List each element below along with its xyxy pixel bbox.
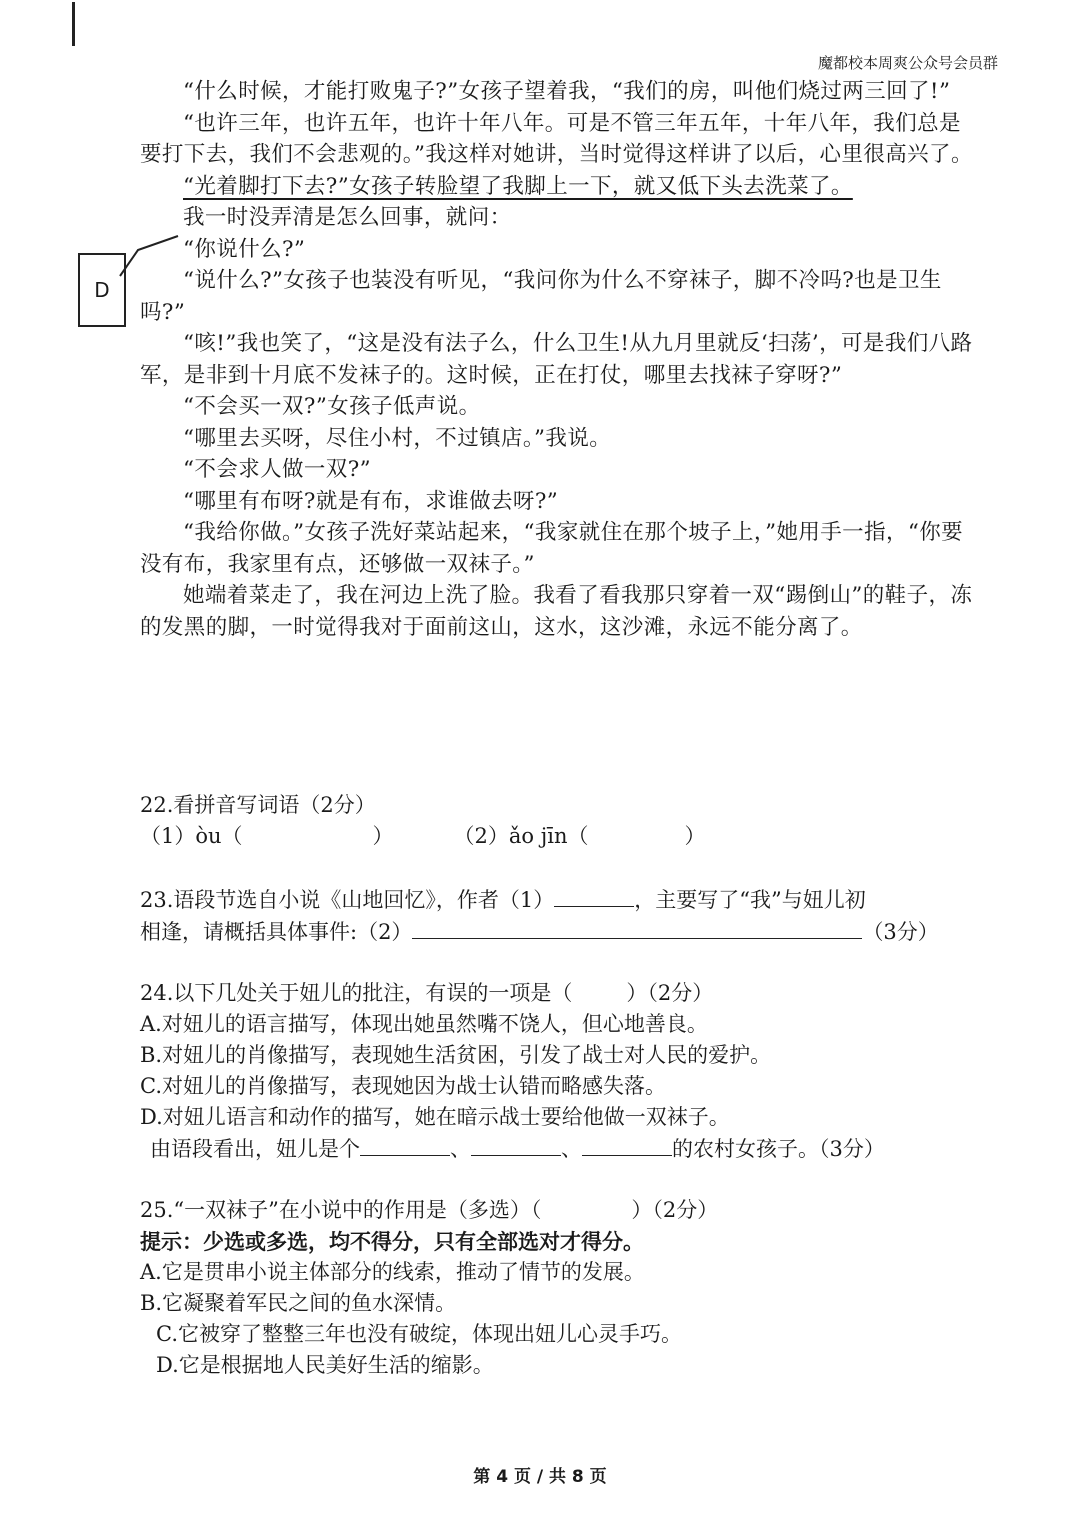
question-25-hint: 提示：少选或多选，均不得分，只有全部选对才得分。	[140, 1229, 644, 1254]
passage-paragraph: “也许三年，也许五年，也许十年八年。可是不管三年五年，十年八年，我们总是要打下去，我们不会悲观的。”我这样对她讲，当时觉得这样讲了以后，心里很高兴了。	[140, 110, 973, 167]
option-d: D.它是根据地人民美好生活的缩影。	[156, 1353, 494, 1377]
question-25: 25.“一双袜子”在小说中的作用是（多选）（ ）（2分） 提示：少选或多选，均不得分，只有全部选对才得分。 A.它是贯串小说主体部分的线索，推动了情节的发展。 B.它凝聚着军民之间的鱼水深情。 C.它被穿了整整三年也没有破绽，体现出妞儿心灵手巧。 D.它是根据地人民美好生活的缩影。	[140, 1195, 980, 1381]
option-c: C.它被穿了整整三年也没有破绽，体现出妞儿心灵手巧。	[156, 1322, 682, 1346]
passage-paragraph: “不会买一双?”女孩子低声说。	[183, 394, 481, 419]
option-b: B.对妞儿的肖像描写，表现她生活贫困，引发了战士对人民的爱护。	[140, 1043, 772, 1067]
answer-blank[interactable]	[412, 916, 862, 939]
answer-blank[interactable]	[471, 1133, 561, 1156]
passage-paragraph: 她端着菜走了，我在河边上洗了脸。我看了看我那只穿着一双“踢倒山”的鞋子，冻的发黑的脚，一时觉得我对于面前这山，这水，这沙滩，永远不能分离了。	[140, 583, 973, 640]
option-c: C.对妞儿的肖像描写，表现她因为战士认错而略感失落。	[140, 1074, 666, 1098]
annotation-label: D	[94, 278, 110, 302]
passage-paragraph: “说什么?”女孩子也装没有听见，“我问你为什么不穿袜子，脚不冷吗?也是卫生吗?”	[140, 268, 942, 325]
question-22-stem: 22.看拼音写词语（2分）	[140, 793, 376, 817]
answer-blank[interactable]	[554, 884, 634, 907]
question-22-items: （1）òu（ ） （2）ǎo jīn（ ）	[140, 824, 706, 848]
page-number: 第 4 页 / 共 8 页	[473, 1467, 607, 1487]
passage-paragraph: “你说什么?”	[183, 236, 306, 262]
question-23: 23.语段节选自小说《山地回忆》，作者（1） ，主要写了“我”与妞儿初 相逢，请概括具体事件:（2） （3分）	[140, 884, 980, 948]
passage-paragraph: “不会求人做一双?”	[183, 457, 372, 482]
reading-passage	[140, 76, 974, 643]
passage-paragraph: “哪里有布呀?就是有布，求谁做去呀?”	[183, 488, 559, 514]
option-a: A.对妞儿的语言描写，体现出她虽然嘴不饶人，但心地善良。	[140, 1012, 708, 1036]
passage-paragraph: “我给你做。”女孩子洗好菜站起来，“我家就住在那个坡子上，”她用手一指，“你要没有布，我家里有点，还够做一双袜子。”	[140, 520, 964, 577]
passage-paragraph: “什么时候，才能打败鬼子?”女孩子望着我，“我们的房，叫他们烧过两三回了!”	[183, 79, 951, 104]
answer-blank[interactable]	[582, 1133, 672, 1156]
watermark: 魔都校本周爽公众号会员群	[817, 54, 998, 72]
passage-paragraph: 我一时没弄清是怎么回事，就问：	[183, 205, 512, 230]
passage-paragraph: “哪里去买呀，尽住小村，不过镇店。”我说。	[183, 425, 612, 451]
answer-blank[interactable]	[360, 1133, 450, 1156]
question-24: 24.以下几处关于妞儿的批注，有误的一项是（ ）（2分） A.对妞儿的语言描写，体现出她虽然嘴不饶人，但心地善良。 B.对妞儿的肖像描写，表现她生活贫困，引发了战士对人民的爱护。 C.对妞儿的肖像描写，表现她因为战士认错而略感失落。 D.对妞儿语言和动作的描写，她在暗示战士要给他做一双袜子。 由语段看出，妞儿是个 、 、 的农村女孩子。（3分）	[140, 978, 980, 1165]
question-22	[140, 790, 980, 852]
option-a: A.它是贯串小说主体部分的线索，推动了情节的发展。	[140, 1260, 645, 1284]
passage-paragraph: “咳!”我也笑了，“这是没有法子么，什么卫生!从九月里就反‘扫荡’，可是我们八路军，是非到十月底不发袜子的。这时候，正在打仗，哪里去找袜子穿呀?”	[140, 331, 973, 388]
margin-mark	[72, 2, 75, 46]
option-b: B.它凝聚着军民之间的鱼水深情。	[140, 1291, 457, 1315]
option-d: D.对妞儿语言和动作的描写，她在暗示战士要给他做一双袜子。	[140, 1105, 730, 1129]
passage-paragraph-underlined: “光着脚打下去?”女孩子转脸望了我脚上一下，就又低下头去洗菜了。	[183, 173, 853, 199]
